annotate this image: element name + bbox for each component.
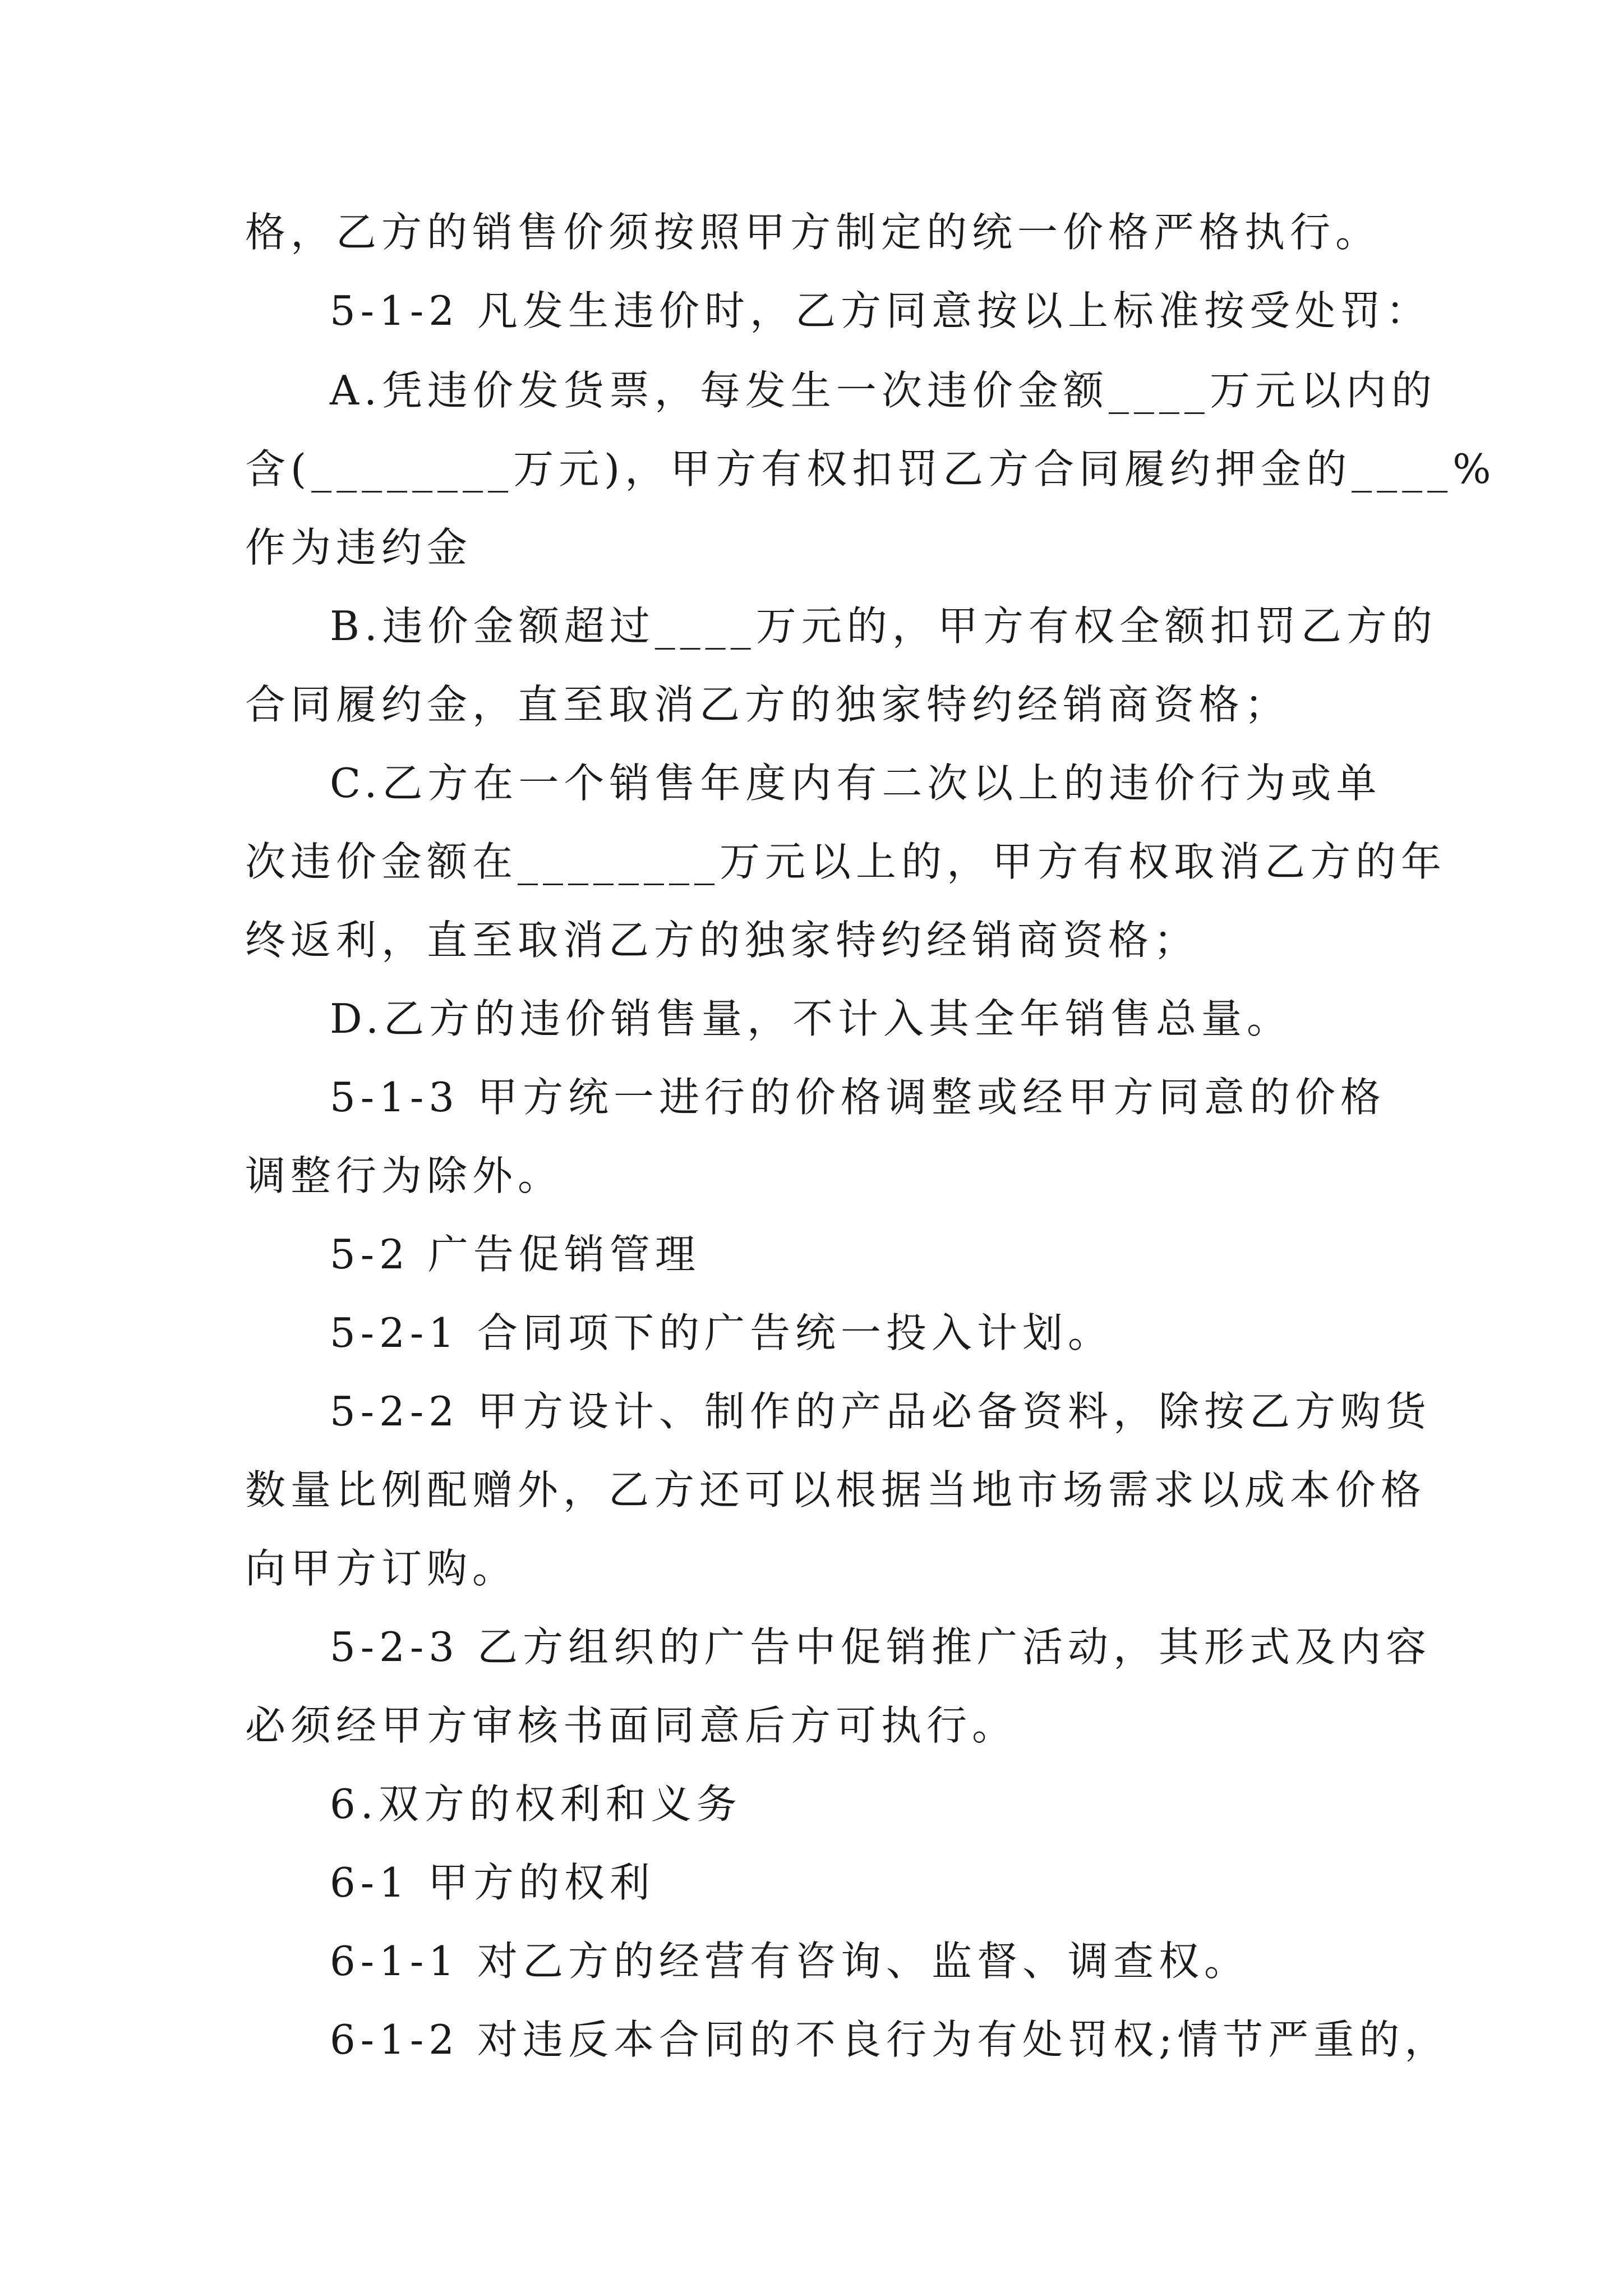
- text-line: C.乙方在一个销售年度内有二次以上的违价行为或单: [330, 760, 1382, 807]
- text-line: 6-1-2 对违反本合同的不良行为有处罚权;情节严重的，: [330, 2016, 1450, 2063]
- text-line: 次违价金额在________万元以上的，甲方有权取消乙方的年: [245, 838, 1447, 885]
- text-line: D.乙方的违价销售量，不计入其全年销售总量。: [330, 995, 1293, 1042]
- text-line: 6-1-1 对乙方的经营有咨询、监督、调查权。: [330, 1938, 1249, 1985]
- text-line: B.违价金额超过____万元的，甲方有权全额扣罚乙方的: [330, 602, 1437, 650]
- text-line: 6-1 甲方的权利: [330, 1859, 655, 1906]
- text-line: 5-2-1 合同项下的广告统一投入计划。: [330, 1309, 1113, 1356]
- text-line: 含(________万元)，甲方有权扣罚乙方合同履约押金的____%: [245, 445, 1496, 493]
- text-line: 必须经甲方审核书面同意后方可执行。: [245, 1702, 1018, 1749]
- text-line: 向甲方订购。: [245, 1545, 518, 1592]
- text-line: 作为违约金: [245, 524, 473, 571]
- text-line: 5-2-2 甲方设计、制作的产品必备资料，除按乙方购货: [330, 1388, 1431, 1435]
- text-line: 终返利，直至取消乙方的独家特约经销商资格；: [245, 917, 1200, 964]
- text-line: 合同履约金，直至取消乙方的独家特约经销商资格；: [245, 681, 1290, 728]
- text-line: 5-1-2 凡发生违价时，乙方同意按以上标准按受处罚：: [330, 287, 1431, 334]
- text-line: A.凭违价发货票，每发生一次违价金额____万元以内的: [330, 367, 1437, 414]
- text-line: 6.双方的权利和义务: [330, 1780, 742, 1828]
- text-line: 调整行为除外。: [245, 1152, 564, 1199]
- text-line: 5-2 广告促销管理: [330, 1231, 700, 1278]
- text-line: 格，乙方的销售价须按照甲方制定的统一价格严格执行。: [245, 209, 1381, 256]
- text-line: 数量比例配赠外，乙方还可以根据当地市场需求以成本价格: [245, 1466, 1427, 1513]
- text-line: 5-2-3 乙方组织的广告中促销推广活动，其形式及内容: [330, 1623, 1431, 1671]
- text-line: 5-1-3 甲方统一进行的价格调整或经甲方同意的价格: [330, 1074, 1386, 1121]
